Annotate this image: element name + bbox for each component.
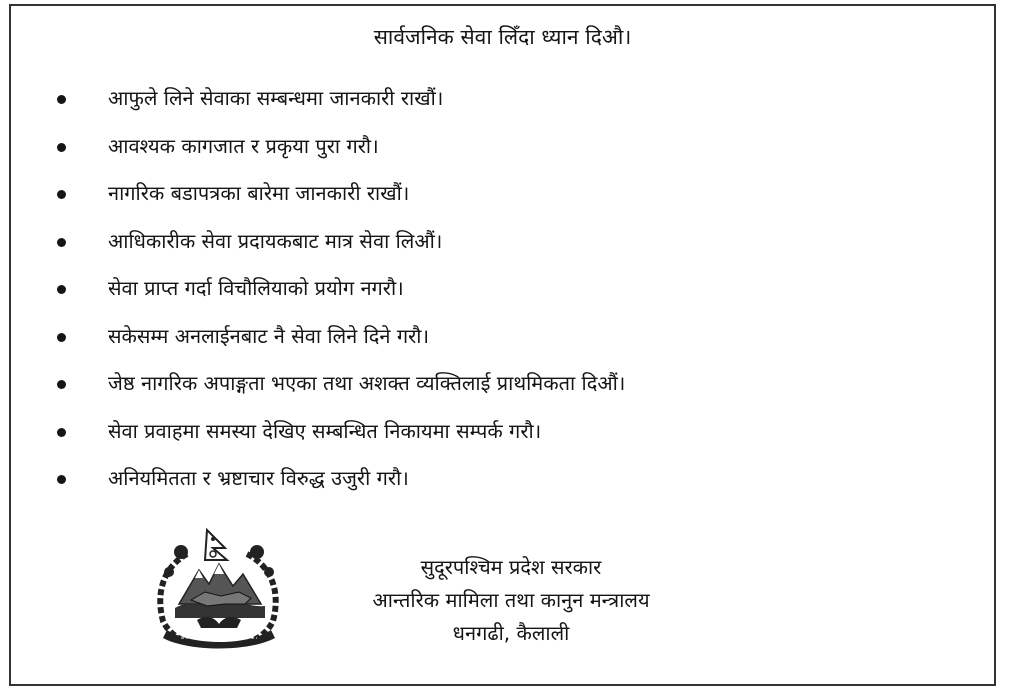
- list-item: [57, 463, 625, 511]
- notice-box: [9, 4, 996, 686]
- point-text: जेष्ठ नागरिक अपाङ्गता भएका तथा अशक्त व्यक्तिलाई प्राथमिकता दिऔं।: [108, 371, 626, 395]
- point-text: आवश्यक कागजात र प्रकृया पुरा गरौ।: [108, 133, 379, 158]
- issuer-ministry: आन्तरिक मामिला तथा कानुन मन्त्रालय: [372, 588, 650, 612]
- point-text: सेवा प्रवाहमा समस्या देखिए सम्बन्धित निकायमा सम्पर्क गरौ।: [108, 418, 542, 443]
- list-item: [57, 226, 625, 274]
- issuer-government: सुदूरपश्चिम प्रदेश सरकार: [420, 555, 602, 579]
- list-item: [57, 321, 625, 369]
- bullet-icon: [57, 333, 66, 342]
- issuer-block: [311, 551, 711, 650]
- bullet-icon: [57, 380, 66, 389]
- point-text: सकेसम्म अनलाईनबाट नै सेवा लिने दिने गरौ।: [108, 323, 430, 348]
- point-text: सेवा प्राप्त गर्दा विचौलियाको प्रयोग नगरौ।: [108, 276, 404, 300]
- bullet-icon: [57, 238, 66, 247]
- list-item: [57, 416, 625, 464]
- issuer-location: धनगढी, कैलाली: [452, 621, 570, 645]
- point-text: अनियमितता र भ्रष्टाचार विरुद्ध उजुरी गरौ।: [108, 466, 409, 490]
- bullet-icon: [57, 475, 66, 484]
- list-item: [57, 83, 625, 131]
- point-text: आफुले लिने सेवाका सम्बन्धमा जानकारी राखौं।: [108, 86, 444, 110]
- notice-points-list: [57, 83, 625, 511]
- list-item: [57, 131, 625, 179]
- list-item: [57, 368, 625, 416]
- list-item: [57, 273, 625, 321]
- nepal-government-emblem-icon: [147, 526, 292, 651]
- list-item: [57, 178, 625, 226]
- bullet-icon: [57, 95, 66, 104]
- notice-title: सार्वजनिक सेवा लिँदा ध्यान दिऔ।: [373, 25, 632, 49]
- point-text: आधिकारीक सेवा प्रदायकबाट मात्र सेवा लिऔं।: [108, 228, 443, 253]
- bullet-icon: [57, 190, 66, 199]
- point-text: नागरिक बडापत्रका बारेमा जानकारी राखौं।: [108, 181, 410, 205]
- bullet-icon: [57, 428, 66, 437]
- bullet-icon: [57, 143, 66, 152]
- bullet-icon: [57, 285, 66, 294]
